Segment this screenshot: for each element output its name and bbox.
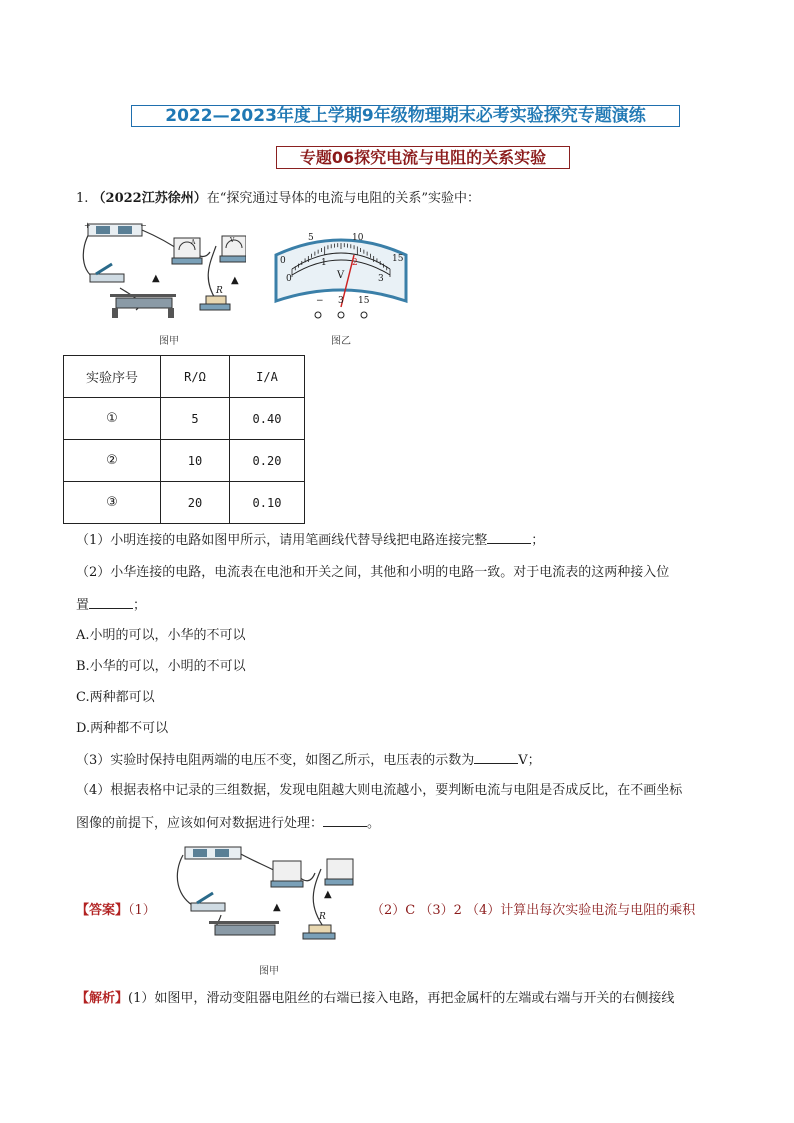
analysis-label: 【解析】 xyxy=(76,991,129,1006)
resistor-label: R xyxy=(216,286,223,296)
answer-label: 【答案】 xyxy=(76,903,129,918)
sub-question-4-line2: 图像的前提下，应该如何对数据进行处理： 。 xyxy=(76,816,381,831)
table-header-cell: I/A xyxy=(230,356,305,398)
dial-lower-0: 0 xyxy=(280,256,286,266)
triangle-marker: ▲ xyxy=(152,273,160,284)
table-cell: 0.10 xyxy=(230,482,305,524)
table-cell: 20 xyxy=(161,482,230,524)
dial-upper-5: 5 xyxy=(308,233,314,243)
question-stem xyxy=(76,187,480,206)
ammeter-icon xyxy=(172,238,202,264)
table-header-cell: R/Ω xyxy=(161,356,230,398)
table-header-cell: 实验序号 xyxy=(64,356,161,398)
answer-circuit-figure xyxy=(173,843,369,955)
page-title: 2022—2023年度上学期9年级物理期末必考实验探究专题演练 xyxy=(131,105,680,127)
answer-line xyxy=(76,902,156,920)
terminal-15: 15 xyxy=(358,296,370,306)
sub-question-2-line1: （2）小华连接的电路，电流表在电池和开关之间，其他和小明的电路一致。对于电流表的这两种接入位 xyxy=(76,565,670,580)
triangle-marker-3: ▲ xyxy=(273,902,281,913)
dial-lower-1: 1 xyxy=(321,258,327,268)
sub-question-1: （1）小明连接的电路如图甲所示，请用笔画线代替导线把电路连接完整 ； xyxy=(76,533,545,548)
topic-subtitle: 专题06探究电流与电阻的关系实验 xyxy=(276,146,570,169)
voltmeter-label: V xyxy=(230,237,235,244)
sub-question-3: （3）实验时保持电阻两端的电压不变，如图乙所示，电压表的示数为 V； xyxy=(76,753,541,768)
terminal-3: 3 xyxy=(338,296,344,306)
answer-part1: （1） xyxy=(128,903,156,918)
circuit-figure-a xyxy=(76,218,246,326)
table-header-row xyxy=(64,356,305,398)
battery-icon xyxy=(84,221,147,236)
triangle-marker-4: ▲ xyxy=(324,889,332,900)
answer-resistor-label: R xyxy=(319,912,326,922)
answer-blank xyxy=(487,531,531,544)
question-number: 1. xyxy=(76,191,89,206)
dial-lower-0b: 0 xyxy=(286,274,292,284)
answer-blank xyxy=(89,596,133,609)
table-cell: ① xyxy=(64,398,161,440)
sub-question-4-line1: （4）根据表格中记录的三组数据，发现电阻越大则电流越小，要判断电流与电阻是否成反比，在不画坐标 xyxy=(76,783,683,798)
answer-blank xyxy=(323,814,367,827)
switch-icon xyxy=(90,264,124,282)
answer-rest: （2）C （3）2 （4）计算出每次实验电流与电阻的乘积 xyxy=(371,903,696,918)
terminal-neg: − xyxy=(316,296,324,306)
table-row xyxy=(64,398,305,440)
table-cell: 0.40 xyxy=(230,398,305,440)
option-c: C.两种都可以 xyxy=(76,690,155,705)
table-cell: ② xyxy=(64,440,161,482)
resistor-icon xyxy=(200,296,230,310)
ammeter-label: A xyxy=(191,239,196,246)
answer-blank xyxy=(474,751,518,764)
figure-b-caption: 图乙 xyxy=(331,336,351,347)
table-row xyxy=(64,482,305,524)
table-row xyxy=(64,440,305,482)
figure-a-caption: 图甲 xyxy=(159,336,179,347)
dial-lower-3: 3 xyxy=(378,274,384,284)
dial-unit: V xyxy=(337,270,345,281)
dial-upper-15: 15 xyxy=(392,254,404,264)
triangle-marker-2: ▲ xyxy=(231,275,239,286)
svg-text:+: + xyxy=(84,221,91,230)
rheostat-icon xyxy=(110,294,176,318)
sub-question-2-line2: 置 ； xyxy=(76,598,147,613)
option-a: A.小明的可以，小华的不可以 xyxy=(76,628,246,643)
table-cell: 5 xyxy=(161,398,230,440)
question-text: 在“探究通过导体的电流与电阻的关系”实验中： xyxy=(206,191,481,206)
question-source: （2022江苏徐州） xyxy=(92,191,207,206)
dial-upper-10: 10 xyxy=(352,233,364,243)
answer-figure-caption: 图甲 xyxy=(259,966,279,977)
analysis-text: (1）如图甲，滑动变阻器电阻丝的右端已接入电路，再把金属杆的左端或右端与开关的右侧接线 xyxy=(128,991,675,1006)
option-d: D.两种都不可以 xyxy=(76,721,169,736)
table-cell: 0.20 xyxy=(230,440,305,482)
data-table xyxy=(63,355,305,524)
dial-lower-2: 2 xyxy=(352,258,358,268)
analysis-line xyxy=(76,990,674,1008)
table-cell: ③ xyxy=(64,482,161,524)
option-b: B.小华的可以，小明的不可以 xyxy=(76,659,246,674)
table-cell: 10 xyxy=(161,440,230,482)
svg-text:−: − xyxy=(140,221,147,230)
